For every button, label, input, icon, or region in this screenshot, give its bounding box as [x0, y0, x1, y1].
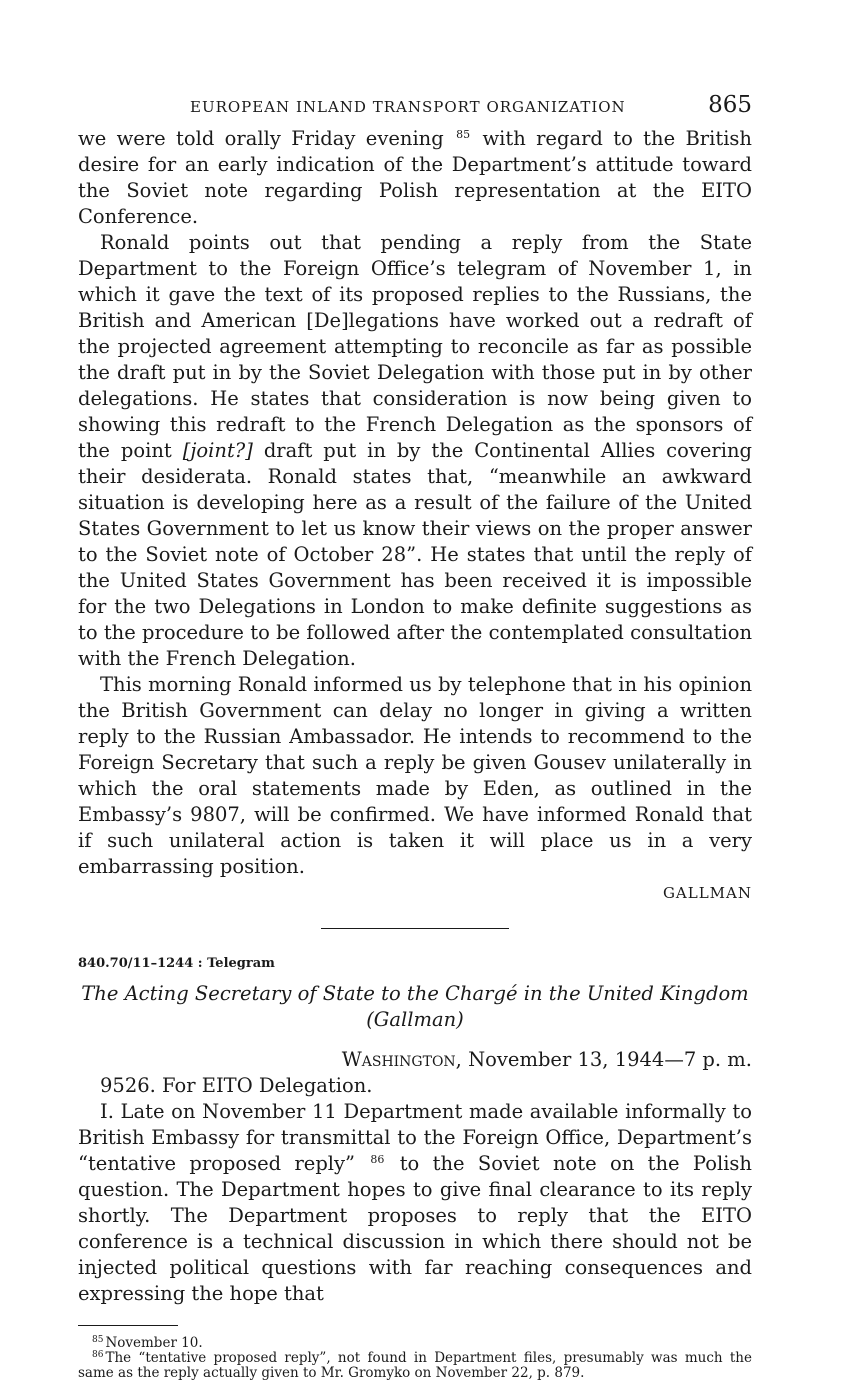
page-number: 865 — [708, 92, 752, 118]
paragraph-1 — [78, 126, 752, 230]
dateline-date: November 13, 1944—7 p. m. — [468, 1048, 752, 1071]
footnote-rule — [78, 1325, 178, 1326]
paragraph-1-text-a: we were told orally Friday evening — [78, 127, 444, 150]
paragraph-1-text-b: with regard to the British desire for an early indication of the Department’s attitude toward the Soviet note regarding Polish representation at the EITO Conference. — [78, 127, 752, 228]
telegram-paragraph-2-text-a: I. Late on November 11 Department made available informally to British Embassy for transmittal to the Foreign Office, Department’s “tentative proposed reply” — [78, 1100, 752, 1175]
running-header — [78, 88, 752, 126]
footnote-85-mark: 85 — [92, 1334, 104, 1345]
document-title-name: (Gallman) — [366, 1008, 464, 1031]
footnote-85 — [78, 1336, 752, 1351]
dateline-place: Washington, — [341, 1048, 462, 1071]
footnote-86-mark: 86 — [92, 1349, 104, 1360]
file-reference: 840.70/11–1244 : Telegram — [78, 956, 275, 971]
paragraph-2-italic: [joint?] — [182, 439, 253, 462]
signature: GALLMAN — [662, 884, 752, 902]
telegram-paragraph-1: 9526. For EITO Delegation. — [100, 1074, 373, 1097]
footnote-86-text: The “tentative proposed reply”, not found in Department files, presumably was much the same as the reply actually given to Mr. Gromyko on November 22, p. 879. — [78, 1350, 752, 1381]
telegram-body — [78, 1073, 752, 1307]
running-title: EUROPEAN INLAND TRANSPORT ORGANIZATION — [190, 98, 626, 116]
paragraph-3: This morning Ronald informed us by telephone that in his opinion the British Government can delay no longer in giving a written reply to the Russian Ambassador. He intends to recommend to the Foreign Secretary that such a reply be given Gousev unilaterally in which the oral statements made by Eden, as outlined in the Embassy’s 9807, will be confirmed. We have informed Ronald that if such unilateral action is taken it will place us in a very embarrassing position. — [78, 673, 752, 878]
footnote-86 — [78, 1351, 752, 1381]
section-separator — [321, 928, 509, 929]
paragraph-2-text-b: draft put in by the Continental Allies covering their desiderata. Ronald states that, “meanwhile an awkward situation is developing here as a result of the failure of the United States Government to let us know their views on the proper answer to the Soviet note of October 28”. He states that until the reply of the United States Government has been received it is impossible for the two Delegations in London to make definite suggestions as to the procedure to be followed after the contemplated consultation with the French Delegation. — [78, 439, 753, 670]
telegram-paragraph-2 — [78, 1099, 752, 1307]
document-page — [78, 88, 752, 1381]
footnote-ref-85: 85 — [456, 127, 471, 141]
body-text — [78, 126, 752, 880]
footnote-ref-86: 86 — [370, 1152, 385, 1166]
paragraph-2 — [78, 230, 752, 672]
paragraph-2-text-a: Ronald points out that pending a reply from the State Department to the Foreign Office’s telegram of November 1, in which it gave the text of its proposed replies to the Russians, the British and American [De]legations have worked out a redraft of the projected agreement attempting to reconcile as far as possible the draft put in by the Soviet Delegation with those put in by other delegations. He states that consideration is now being given to showing this redraft to the French Delegation as the sponsors of the point — [78, 231, 752, 462]
document-title-text: The Acting Secretary of State to the Chargé in the United Kingdom — [81, 982, 749, 1005]
document-title — [78, 981, 752, 1033]
footnotes — [78, 1336, 752, 1381]
dateline — [78, 1047, 752, 1073]
telegram-paragraph-2-text-b: to the Soviet note on the Polish question. The Department hopes to give final clearance to its reply shortly. The Department proposes to reply that the EITO conference is a technical discussion in which there should not be injected political questions with far reaching consequences and expressing the hope that — [78, 1152, 752, 1305]
footnote-85-text: November 10. — [105, 1335, 203, 1351]
